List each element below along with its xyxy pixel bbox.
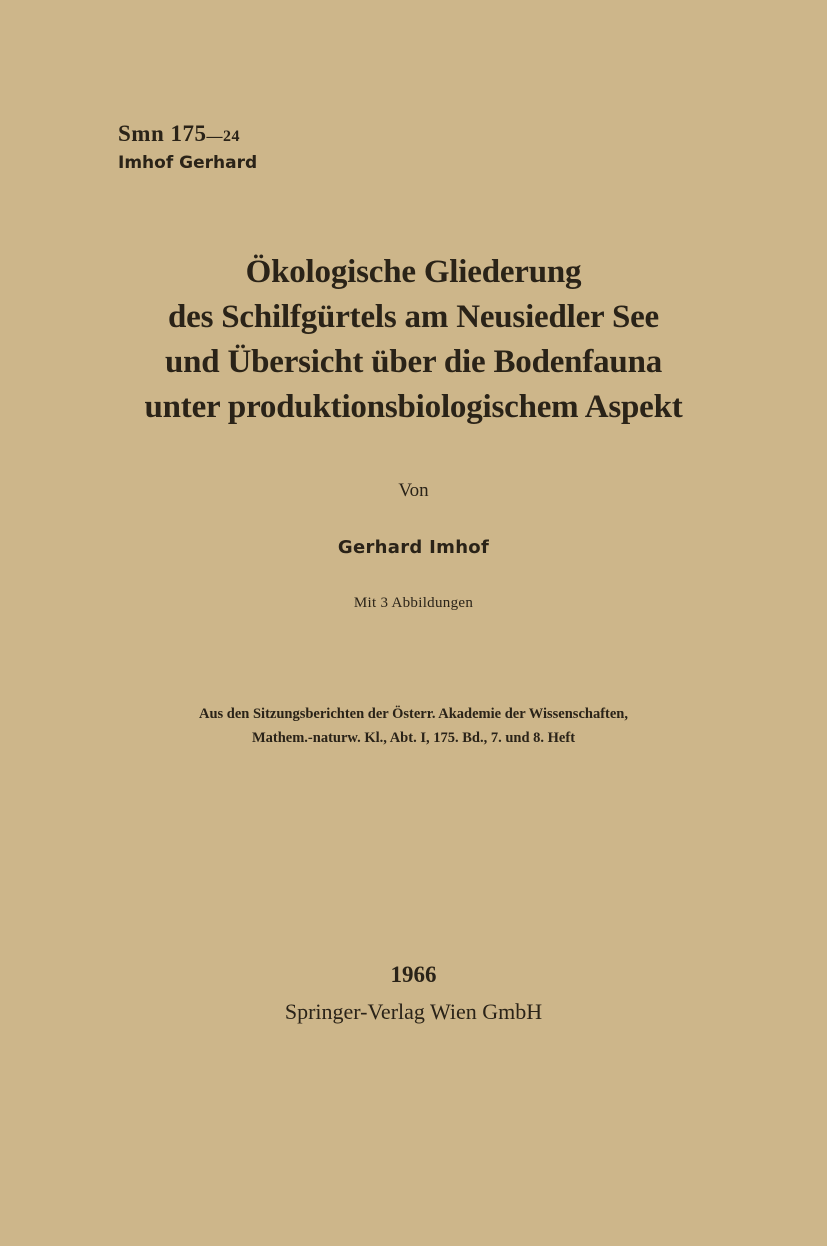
series-code-sub: —24 [206,128,240,145]
title-line: Ökologische Gliederung [245,254,582,290]
document-title [0,250,827,430]
series-author: Imhof Gerhard [118,153,258,173]
series-code [118,122,257,145]
source-line-2: Mathem.-naturw. Kl., Abt. I, 175. Bd., 7. und 8. Heft [251,730,576,746]
series-code-main: Smn 175 [118,121,207,146]
title-line: unter produktionsbiologischem Aspekt [144,389,683,425]
source-note [0,702,827,750]
title-line: des Schilfgürtels am Neusiedler See [167,299,659,335]
figures-note: Mit 3 Abbildungen [353,595,474,611]
publication-year: 1966 [390,962,437,987]
title-line: und Übersicht über die Bodenfauna [164,344,663,380]
series-block [118,122,257,172]
source-line-1: Aus den Sitzungsberichten der Österr. Akademie der Wissenschaften, [199,706,628,722]
von-label: Von [398,480,429,501]
author-name: Gerhard Imhof [337,537,490,558]
publisher-name: Springer-Verlag Wien GmbH [284,999,543,1024]
